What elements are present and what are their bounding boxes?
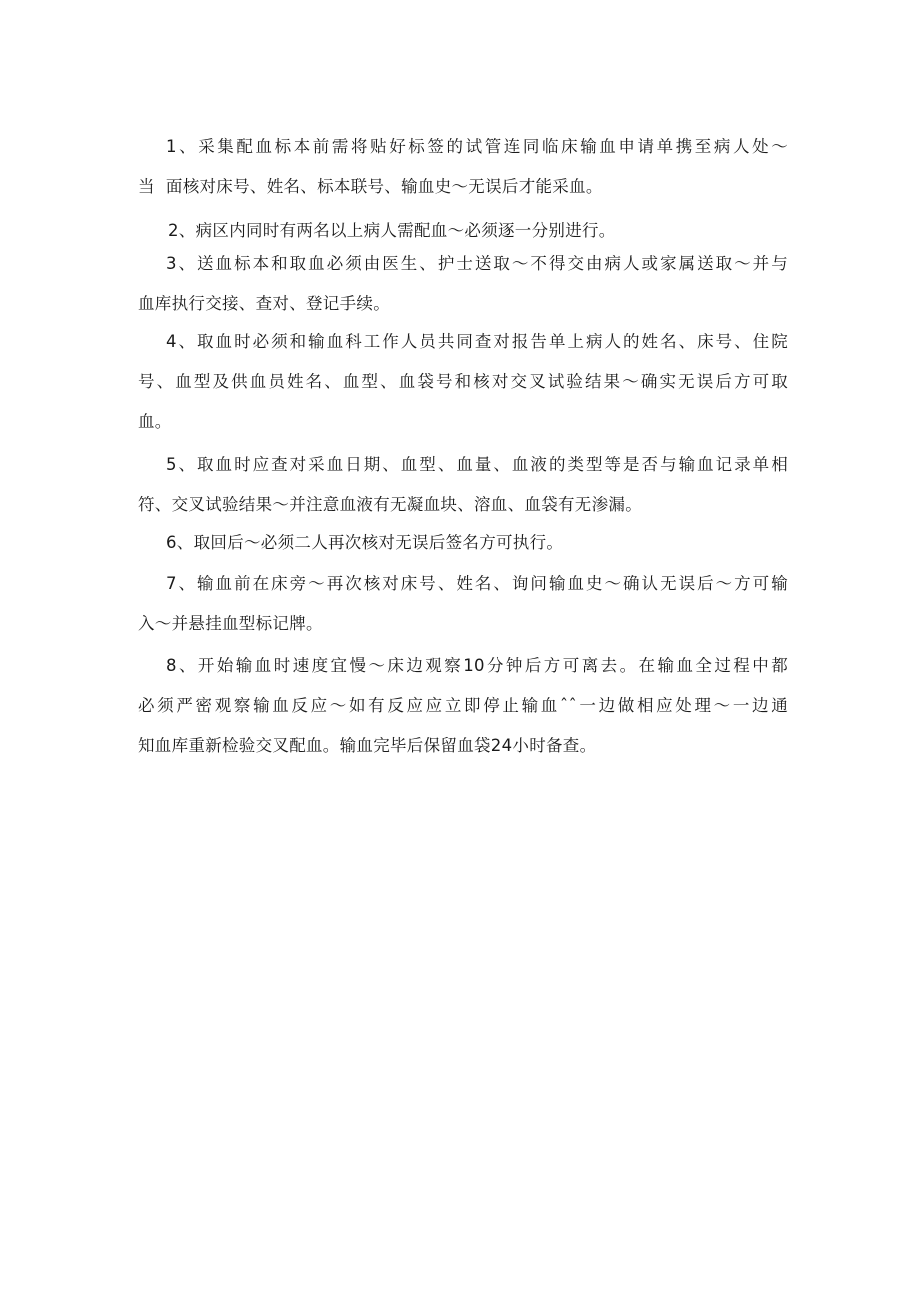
paragraph-5-line-1: 5、取血时应查对采血日期、血型、血量、血液的类型等是否与输血记录单相 xyxy=(166,455,788,474)
paragraph-1-line-1: 1、采集配血标本前需将贴好标签的试管连同临床输血申请单携至病人处～ xyxy=(166,137,788,156)
paragraph-6-line-1: 6、取回后～必须二人再次核对无误后签名方可执行。 xyxy=(166,533,564,552)
paragraph-3 xyxy=(138,244,788,324)
paragraph-4 xyxy=(138,322,788,442)
paragraph-7-line-1: 7、输血前在床旁～再次核对床号、姓名、询问输血史～确认无误后～方可输 xyxy=(166,574,788,593)
paragraph-7 xyxy=(138,564,788,644)
paragraph-7-line-2: 入～并悬挂血型标记牌。 xyxy=(138,614,323,633)
paragraph-4-line-3: 血。 xyxy=(138,412,172,431)
paragraph-3-line-2: 血库执行交接、查对、登记手续。 xyxy=(138,294,390,313)
paragraph-1-line-2: 当 面核对床号、姓名、标本联号、输血史～无误后才能采血。 xyxy=(138,177,603,196)
paragraph-3-line-1: 3、送血标本和取血必须由医生、护士送取～不得交由病人或家属送取～并与 xyxy=(166,254,788,273)
paragraph-8-line-2: 必须严密观察输血反应～如有反应应立即停止输血ˆˆ一边做相应处理～一边通 xyxy=(138,696,788,715)
paragraph-1 xyxy=(138,127,788,207)
paragraph-8-line-1: 8、开始输血时速度宜慢～床边观察10分钟后方可离去。在输血全过程中都 xyxy=(166,656,788,675)
paragraph-2-line-1: 2、病区内同时有两名以上病人需配血～必须逐一分别进行。 xyxy=(168,221,616,240)
paragraph-4-line-1: 4、取血时必须和输血科工作人员共同查对报告单上病人的姓名、床号、住院 xyxy=(166,332,788,351)
paragraph-8-line-3: 知血库重新检验交叉配血。输血完毕后保留血袋24小时备查。 xyxy=(138,736,597,755)
paragraph-6 xyxy=(138,523,788,563)
paragraph-5-line-2: 符、交叉试验结果～并注意血液有无凝血块、溶血、血袋有无渗漏。 xyxy=(138,495,642,514)
paragraph-5 xyxy=(138,445,788,525)
paragraph-4-line-2: 号、血型及供血员姓名、血型、血袋号和核对交叉试验结果～确实无误后方可取 xyxy=(138,372,788,391)
paragraph-8 xyxy=(138,646,788,766)
